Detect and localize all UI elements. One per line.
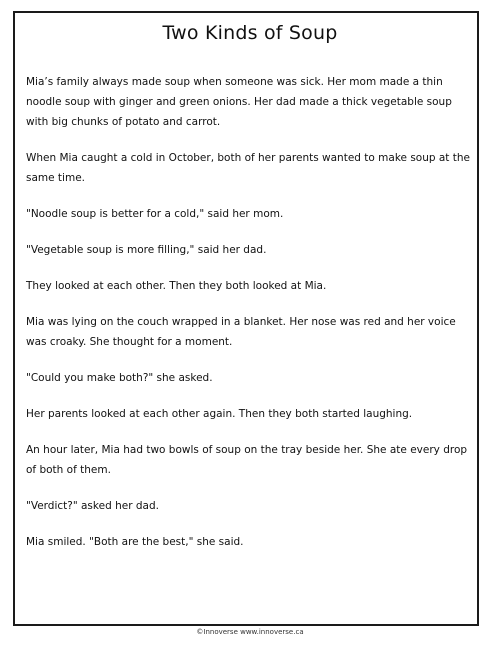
paragraph-4: "Vegetable soup is more filling," said her dad. bbox=[26, 244, 267, 256]
story-body bbox=[26, 72, 470, 552]
paragraph-1: Mia’s family always made soup when someone was sick. Her mom made a thin noodle soup with ginger and green onions. Her dad made a thick vegetable soup with big chunks of potato and carrot. bbox=[26, 76, 452, 128]
paragraph-11: Mia smiled. "Both are the best," she said. bbox=[26, 536, 244, 548]
footer-credit: ©Innoverse www.innoverse.ca bbox=[196, 628, 304, 636]
paragraph-5: They looked at each other. Then they both looked at Mia. bbox=[26, 280, 327, 292]
paragraph-6: Mia was lying on the couch wrapped in a blanket. Her nose was red and her voice was croaky. She thought for a moment. bbox=[26, 316, 456, 348]
paragraph-3: "Noodle soup is better for a cold," said her mom. bbox=[26, 208, 284, 220]
paragraph-2: When Mia caught a cold in October, both of her parents wanted to make soup at the same time. bbox=[26, 152, 470, 184]
page-title: Two Kinds of Soup bbox=[162, 22, 338, 44]
paragraph-8: Her parents looked at each other again. Then they both started laughing. bbox=[26, 408, 413, 420]
paragraph-7: "Could you make both?" she asked. bbox=[26, 372, 213, 384]
paragraph-10: "Verdict?" asked her dad. bbox=[26, 500, 159, 512]
paragraph-9: An hour later, Mia had two bowls of soup on the tray beside her. She ate every drop of both of them. bbox=[26, 444, 468, 476]
